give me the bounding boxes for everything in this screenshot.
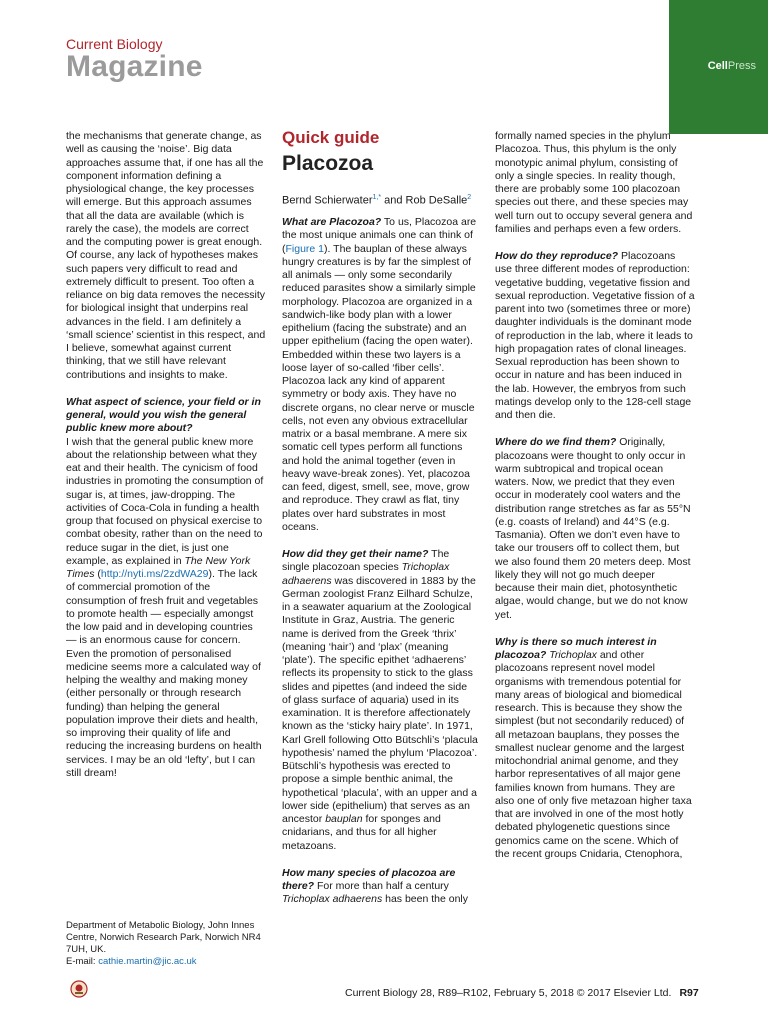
question-heading: How do they reproduce? [495,250,619,262]
paragraph: formally named species in the phylum Placozoa. Thus, this phylum is the only monotypic animal phylum, consisting of only a single species. In reality though, there are probably some 100 placozoan species out there, and these species may well turn out to occupy several genera and families and perhaps even a few orders. [495,130,693,235]
paragraph: What aspect of science, your field or in general, would you wish the general public knew more about? I wish that the general public knew more about the relationship between what they eat and their health. The cynicism of food industries in promoting the consumption of sugar is, at times, jaw-dropping. The activities of Coca-Cola in funding a health group that focused on physical exercise to combat obesity, rather than on the need to reduce sugar in the diet, is just one example, as explained in The New York Times (http://nyti.ms/2zdWA29). The lack of commercial promotion of the consumption of fresh fruit and vegetables to promote health — especially amongst the low paid and in developing countries — is an enormous cause for concern. Even the promotion of personalised medicine seems more a calculated way of helping the wealthy and making money (either personally or through research funding) than helping the general population improve their diets and health, so improving their quality of life and reducing the increasing burdens on health services. I may be an old ‘lefty’, but I can still dream! [66,395,264,779]
question-heading: How many species of placozoa are there? [282,866,456,892]
journal-name: Current Biology [66,36,163,52]
right-column [495,130,695,875]
paragraph: How do they reproduce? Placozoans use three different modes of reproduction: vegetative budding, vegetative fission and sexual reproduction. Vegetative fission of a parent into two (sometimes three or more) daughter individuals is the dominant mode of reproduction in the lab, where it leads to high propagation rates of clonal lineages. Sexual reproduction has been shown to occur in nature and has been induced in the lab. However, the embryos from such matings develop only to the 128-cell stage and then die. [495,250,695,421]
cellpress-logo: CellPress [707,60,756,72]
middle-column [282,216,478,921]
paragraph: How did they get their name? The single placozoan species Trichoplax adhaerens was discovered in 1883 by the German zoologist Franz Eilhard Schulze, in a seawater aquarium at the Zoological Institute in Graz, Austria. The generic name is derived from the Greek ‘thrix’ (meaning ‘hair’) and ‘plax’ (meaning ‘plate’). The specific epithet ‘adhaerens’ reflects its propensity to stick to the glass slides and pipettes (and indeed the side of glass surface of aquaria) used in its examination. It is therefore affectionately known as the ‘sticky hairy plate’. In 1971, Karl Grell following Otto Bütschli’s ‘placula hypothesis’ named the phylum ‘Placozoa’. Bütschli’s hypothesis was erected to propose a simple benthic animal, the hypothetical ‘placula’, with an upper and a lower side (epithelium) that serves as an ancestor bauplan for sponges and cnidarians, and thus for all higher metazoans. [282,548,478,852]
article-title: Placozoa [282,152,374,175]
paragraph: the mechanisms that generate change, as well as causing the ‘noise’. Big data approaches assume that, if one has all the component information defining a physiological change, the key processes will emerge. But this approach assumes that all the data are available (which is rarely the case), the models are correct and the computing power is great enough. Of course, any lack of hypotheses makes such papers very difficult to read and extremely difficult to present. Too often a reliance on big data removes the necessity for biological insight that underpins real advances in the field. I am definitely a ‘small science’ scientist in this respect, and I believe, somewhat against current thinking, that we still have relevant contributions and insights to make. [66,130,266,381]
affiliation: Department of Metabolic Biology, John Innes Centre, Norwich Research Park, Norwich NR4 7UH, UK. E-mail: cathie.martin@jic.ac.uk [66,920,261,967]
section-title: Magazine [66,50,203,83]
paragraph: How many species of placozoa are there? For more than half a century Trichoplax adhaerens has been the only [282,866,469,906]
nyt-link[interactable]: http://nyti.ms/2zdWA29 [100,568,209,580]
email-link[interactable]: cathie.martin@jic.ac.uk [98,956,197,967]
page-footer: Current Biology 28, R89–R102, February 5, 2018 © 2017 Elsevier Ltd. R97 [345,987,699,999]
question-heading: Where do we find them? [495,436,617,449]
article-kicker: Quick guide [282,128,380,147]
question-heading: What aspect of science, your field or in general, would you wish the general public knew more about? [66,395,261,435]
paragraph: What are Placozoa? To us, Placozoa are the most unique animals one can think of (Figure 1). The bauplan of these always hungry creatures is by far the simplest of all animals — only some secondarily reduced parasites show a similarly simple morphology. Placozoa are organized in a sandwich-like body plan with a lower epithelium (facing the substrate) and an upper epithelium (facing the open water). Embedded within these two layers is a loose layer of so-called ‘fiber cells’. Placozoa lack any kind of apparent symmetry or body axis. They have no discrete organs, no clear nerve or muscle cells, not even any obvious extracellular matrix or a basal membrane. A mere six somatic cell types perform all functions and hold the animal together (even in heavy wave-break zones). Yet, placozoa can feed, digest, smell, see, move, grow and reproduce. They crawl as flat, tiny plates over hard substrates in most oceans. [282,216,477,533]
page-number: R97 [679,987,699,999]
paragraph: Where do we find them? Originally, placozoans were thought to only occur in warm subtropical and tropical ocean waters. Now, we predict that they even occur in moderately cool waters and the distribution range stretches as far as 55°N (e.g. coasts of Ireland) and 44°S (e.g. Tasmania). Often we don’t even have to take our trousers off to collect them, but we also found them 20 meters deep. Most likely they will not go much deeper because their main diet, photosynthetic algae, would change, but we do not know yet. [495,436,691,621]
question-heading: Why is there so much interest in placozoa? [495,635,657,661]
question-heading: How did they get their name? [282,548,429,560]
left-column [66,130,266,794]
question-heading: What are Placozoa? [282,216,382,228]
crest-icon [70,980,88,998]
authors: Bernd Schierwater$^{1,*}$ and Rob DeSalle$^2$ [282,194,472,207]
paragraph: Why is there so much interest in placozoa? Trichoplax and other placozoans represent novel model organisms with tremendous potential for many areas of biological and biomedical research. This is because they show the simplest (but not secondarily reduced) of all metazoan bauplans, they posses the smallest nuclear genome and the largest mitochondrial animal genome, and they harbor representatives of all major gene families known from humans. They are also one of only five metazoan higher taxa that are involved in one of the most hotly debated phylogenetic questions since genomics came on the scene. Which of the recent groups Cnidaria, Ctenophora, [495,635,692,860]
figure-link[interactable]: Figure 1 [285,242,325,255]
publisher-banner [669,0,768,134]
